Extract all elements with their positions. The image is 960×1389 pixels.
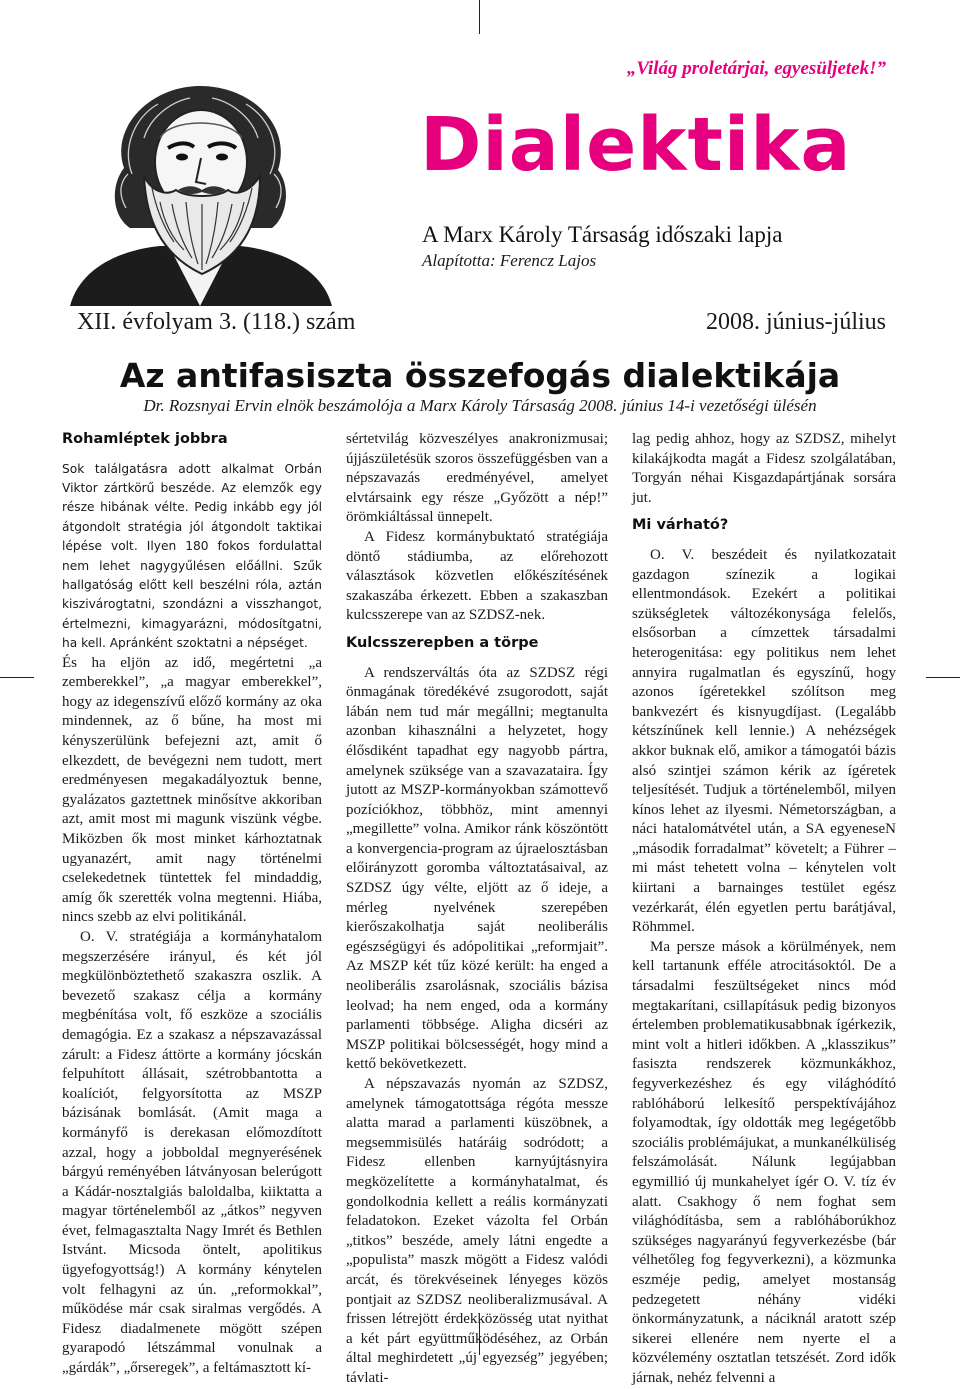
section-heading: Kulcsszerepben a törpe [346, 634, 539, 651]
paragraph: A népszavazás nyomán az SZDSZ, amelynek támogatottsága régóta messze alatta marad a parlamenti küszöbnek, a megsemmisülés határáig sodródott; a Fidesz ellenben karnyújtásnyira megközelítette a kormányhatalmat, és gondolkodnia kellett a reális kormányzati feladatokon. Ezeket vázolta fel Orbán „titkos” beszéde, amely látni engedte a „populista” maszk mögött a Fidesz valódi arcát, és törekvéseinek lényeges közös pontjait az SZDSZ neoliberalizmusával. A frissen létrejött érdekközösség utat nyithat a két párt együttműködéséhez, az Orbán által meghirdetett „új egyezség” jegyében; távlati- [346, 1076, 608, 1386]
crop-mark-right [926, 677, 960, 678]
article-column-1 [62, 430, 322, 1379]
paragraph: O. V. beszédeit és nyilatkozatait gazdagon színezik a logikai ellentmondások. Ezekért a politikai szükségletek változékonysága felelős, elsősorban a címzettek társadalmi heterogenitása: egy politikus nem lehet annyira rugalmatlan és egyszínű, hogy azonos ígéretekkel szólítson meg bankvezért és kisnyugdíjast. (Legalább kétszínűnek kell lennie.) A nehézségek akkor buknak elő, amikor a támogatói bázis alsó szintjei számon kérik az ígéretek teljesítését. Tudjuk a történelemből, milyen kínos lehet az ilyesmi. Németországban, a náci hatalomátvétel után, a SA egyeneseN „második forradalmat” követelt; a Führer – mi mást tehetett volna – kénytelen volt kiirtani a barnainges testület egész vezérkarát, élén egyetlen pertu barátjával, Röhmmel. [632, 546, 896, 936]
paragraph: Sok találgatásra adott alkalmat Orbán Viktor zártkörű beszéde. Az elemzők egy része hibának vélte. Pedig inkább egy jól átgondolt stratégia jól átgondolt taktikai lépése volt. Ilyen 180 fokos fordulattal nem lehet nagygyűlésen előállni. Szűk hallgatóság előtt kell beszélni róla, aztán kiszivárogtatni, szondázni a visszhangot, értelmezni, kimagyarázni, módosítgatni, ha kell. Apránként szoktatni a népséget. [62, 461, 322, 651]
paragraph: sértetvilág közveszélyes anakronizmusai; újjászületésük szoros összefüggésben van a népszavazás eredményével, amelyet elvtársaink egy része „Győzött a nép!” örömkiáltással ünnepelt. [346, 431, 608, 526]
article-column-2 [346, 430, 608, 1389]
section-heading: Mi várható? [632, 517, 729, 534]
article-column-3 [632, 430, 896, 1389]
article-headline: Az antifasiszta összefogás dialektikája [119, 356, 841, 395]
masthead-founder: Alapította: Ferencz Lajos [422, 251, 597, 270]
masthead-subtitle: A Marx Károly Társaság időszaki lapja [422, 222, 783, 247]
issue-volume: XII. évfolyam 3. (118.) szám [77, 309, 356, 335]
paragraph: Ma persze mások a körülmények, nem kell tartanunk efféle atrocitásoktól. De a társadalmi feszültségeket nincs mód megtakarítani, csillapításuk pedig bizonyos értelemben problematikusabbnak ígérkezik, mint volt a hitleri időkben. A „klasszikus” fasiszta rendszerek közmunkákhoz, fegyverkezéshez és egy világhódító rablóháború lelkesítő perspektívájához folyamodtak, így oldották meg legégetőbb szociális problémájukat, a munkanélküliség felszámolását. Nálunk legújabban egymillió új munkahelyet ígér O. V. tíz év alatt. Csakhogy ő nem foghat sem világhódításba, sem a rablóháborúkhoz szükséges nagyarányú fegyverkezésbe (bár vélhetőleg fog fegyverkezni), a közmunka eszméje pedig, amelyet mostanság pedzegetett néhány vidéki önkormányzatunk, a náciknál aratott szép sikerei ellenére nem nyerte el a közvélemény osztatlan tetszését. Zord idők járnak, nehéz felvenni a [632, 938, 896, 1386]
paragraph: O. V. stratégiája a kormányhatalom megszerzésére irányul, és két jól megkülönböztethető szakaszra oszlik. A bevezető szakasz célja a kormány megbénítása volt, fő eszköze a szociális demagógia. Ez a szakasz a népszavazással zárult: a Fidesz áttörte a kormány jócskán felpuhított állásait, szétrobbantotta a koalíciót, felgyorsította az MSZP bázisának bomlását. (Amit maga a kormányfő is derekasan előmozdított azzal, hogy a jobboldal megnyerésének bárgyú reményében látványosan belerúgott a Kádár-nosztalgiás baloldalba, kiiktatta a magyar történelemből az „átkos” negyven évet, felmagasztalta Nagy Imrét és Bethlen Istvánt. Micsoda öntelt, apolitikus ügyefogyottság!) A kormány kénytelen volt felhagyni az ún. „reformokkal”, működése már csak siralmas vergődés. A Fidesz diadalmenete mögött szépen gyarapodó létszámmal vonulnak a „gárdák”, „őrseregek”, a feltámasztott kí- [62, 928, 322, 1377]
masthead-title: Dialektika [420, 102, 852, 188]
karl-marx-portrait-icon [60, 78, 340, 306]
paragraph: A rendszerváltás óta az SZDSZ régi önmagának töredékévé zsugorodott, saját lábán nem tud már megállni; megtanulta azonban kihasználni a helyzetet, hogy élősdiként tapadhat egy nagyobb pártra, amelynek szüksége van a szavazataira. Így jutott az MSZP-kormányokban számottevő pozíciókhoz, többhöz, mint amennyi „megillette” volna. Amikor ránk köszöntött a konvergencia-program az újraelosztásban előirányzott goromba változtatásaival, az SZDSZ úgy vélte, eljött az ő ideje, a mérleg nyelvének szerepében kierőszakolhatja saját neoliberális egészségügyi és adópolitikai „reformjait”. Az MSZP két tűz közé került: ha enged a neoliberális zsarolásnak, szociális bázisa leolvad; ha nem enged, oda a kormány parlamenti többsége. Aligha dicséri az MSZP politikai bölcsességét, hogy mind a kettő bekövetkezett. [346, 664, 608, 1073]
paragraph: A Fidesz kormánybuktató stratégiája döntő stádiumba, az előrehozott választások közvetlen előkészítésének szakaszába érkezett. Ebben a szakaszban kulcsszerepe van az SZDSZ-nek. [346, 528, 608, 624]
paragraph: lag pedig ahhoz, hogy az SZDSZ, mihelyt kilakájkodta magát a Fidesz szolgálatában, Torgyán néhai Kisgazdapártjának sorsára jut. [632, 431, 896, 506]
crop-mark-top [479, 0, 480, 34]
motto: „Világ proletárjai, egyesüljetek!” [626, 58, 886, 79]
section-heading: Rohamléptek jobbra [62, 431, 228, 447]
crop-mark-left [0, 677, 34, 678]
issue-date: 2008. június-július [705, 309, 886, 335]
paragraph: És ha eljön az idő, megértetni „a zemberekkel”, „a magyar emberekkel”, hogy az idegenszívű előző kormány az oka mindennek, az ő bűne, ha most mi kényszerülünk befejezni azt, amit ő elkezdett, de bevégezni nem tudott, mert eredményesen megakadályoztuk benne, gyalázatos gaztettnek minősítve akkoriban azt, amit most mi magunk viszünk végbe. Miközben ők most minket kárhoztatnak ugyanazért, amit nagy történelmi cselekedetnek tüntettek fel mindaddig, amíg ők szerették volna megtenni. Hiába, nincs szebb az elvi politikánál. [62, 654, 322, 926]
article-byline: Dr. Rozsnyai Ervin elnök beszámolója a Marx Károly Társaság 2008. június 14-i vezetőségi ülésén [143, 396, 817, 415]
